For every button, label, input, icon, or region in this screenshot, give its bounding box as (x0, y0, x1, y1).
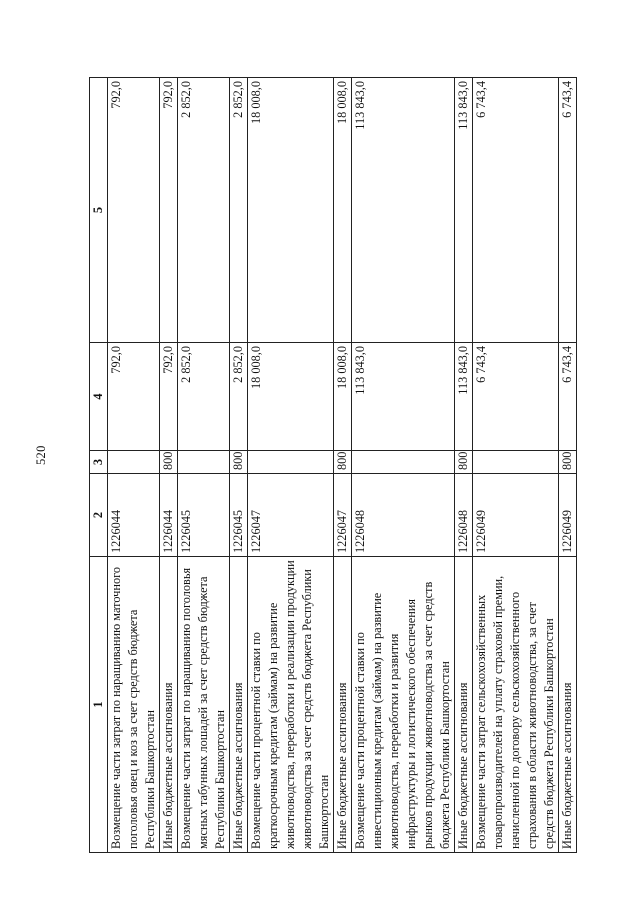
row-name-cell: Возмещение части процентной ставки по инвестиционным кредитам (займам) на развитие животноводства, переработки и развития инфраструктуры и логистического обеспечения рынков продукции животноводства за счет средств бюджета Республики Башкортостан (352, 557, 455, 853)
row-name-cell: Возмещение части процентной ставки по краткосрочным кредитам (займам) на развитие животноводства, переработки и реализации продукции животноводства за счет средств бюджета Республики Башкортостан (248, 557, 334, 853)
row-sum-col5-cell: 2 852,0 (230, 78, 248, 343)
row-name-cell: Иные бюджетные ассигнования (559, 557, 577, 853)
header-col-2: 2 (90, 474, 108, 557)
header-col-4: 4 (90, 343, 108, 451)
row-code-cell: 1226047 (248, 474, 334, 557)
header-col-3: 3 (90, 451, 108, 474)
row-name-cell: Возмещение части затрат сельскохозяйственных товаропроизводителей на уплату страховой премии, начисленной по договору сельскохозяйственного страхования в области животноводства, за счет средств бюджета Республики Башкортостан (473, 557, 559, 853)
row-code-cell: 1226044 (108, 474, 160, 557)
row-sum-col5-cell: 6 743,4 (559, 78, 577, 343)
row-kvr-cell (473, 451, 559, 474)
row-sum-col5-cell: 18 008,0 (334, 78, 352, 343)
header-col-1: 1 (90, 557, 108, 853)
row-kvr-cell: 800 (455, 451, 473, 474)
row-sum-col5-cell: 792,0 (160, 78, 178, 343)
row-sum-col4-cell: 18 008,0 (334, 343, 352, 451)
rotated-table-sheet (89, 78, 574, 853)
row-sum-col5-cell: 113 843,0 (455, 78, 473, 343)
row-sum-col4-cell: 2 852,0 (230, 343, 248, 451)
row-sum-col4-cell: 792,0 (108, 343, 160, 451)
row-sum-col4-cell: 18 008,0 (248, 343, 334, 451)
row-kvr-cell: 800 (160, 451, 178, 474)
table-header-row (90, 78, 108, 853)
row-kvr-cell: 800 (334, 451, 352, 474)
row-code-cell: 1226045 (178, 474, 230, 557)
row-code-cell: 1226045 (230, 474, 248, 557)
row-code-cell: 1226044 (160, 474, 178, 557)
row-kvr-cell (178, 451, 230, 474)
row-name-cell: Иные бюджетные ассигнования (160, 557, 178, 853)
row-sum-col4-cell: 792,0 (160, 343, 178, 451)
row-sum-col4-cell: 6 743,4 (473, 343, 559, 451)
table-row (473, 78, 559, 853)
row-name-cell: Возмещение части затрат по наращиванию поголовья мясных табунных лошадей за счет средств бюджета Республики Башкортостан (178, 557, 230, 853)
row-code-cell: 1226049 (473, 474, 559, 557)
row-sum-col4-cell: 6 743,4 (559, 343, 577, 451)
row-sum-col5-cell: 6 743,4 (473, 78, 559, 343)
row-name-cell: Иные бюджетные ассигнования (230, 557, 248, 853)
row-kvr-cell: 800 (559, 451, 577, 474)
table-row (160, 78, 178, 853)
row-name-cell: Иные бюджетные ассигнования (455, 557, 473, 853)
row-sum-col5-cell: 2 852,0 (178, 78, 230, 343)
row-code-cell: 1226048 (455, 474, 473, 557)
header-col-5: 5 (90, 78, 108, 343)
row-sum-col5-cell: 113 843,0 (352, 78, 455, 343)
row-sum-col5-cell: 792,0 (108, 78, 160, 343)
table-row (248, 78, 334, 853)
row-kvr-cell (248, 451, 334, 474)
table-row (334, 78, 352, 853)
table-row (352, 78, 455, 853)
row-kvr-cell (108, 451, 160, 474)
budget-table (89, 77, 577, 853)
table-row (108, 78, 160, 853)
row-code-cell: 1226049 (559, 474, 577, 557)
row-sum-col4-cell: 113 843,0 (352, 343, 455, 451)
row-sum-col4-cell: 113 843,0 (455, 343, 473, 451)
row-name-cell: Иные бюджетные ассигнования (334, 557, 352, 853)
table-row (559, 78, 577, 853)
row-kvr-cell (352, 451, 455, 474)
page-number: 520 (34, 445, 48, 465)
row-sum-col5-cell: 18 008,0 (248, 78, 334, 343)
row-kvr-cell: 800 (230, 451, 248, 474)
row-code-cell: 1226047 (334, 474, 352, 557)
row-code-cell: 1226048 (352, 474, 455, 557)
row-name-cell: Возмещение части затрат по наращиванию маточного поголовья овец и коз за счет средств бюджета Республики Башкортостан (108, 557, 160, 853)
table-row (455, 78, 473, 853)
table-row (178, 78, 230, 853)
table-row (230, 78, 248, 853)
row-sum-col4-cell: 2 852,0 (178, 343, 230, 451)
